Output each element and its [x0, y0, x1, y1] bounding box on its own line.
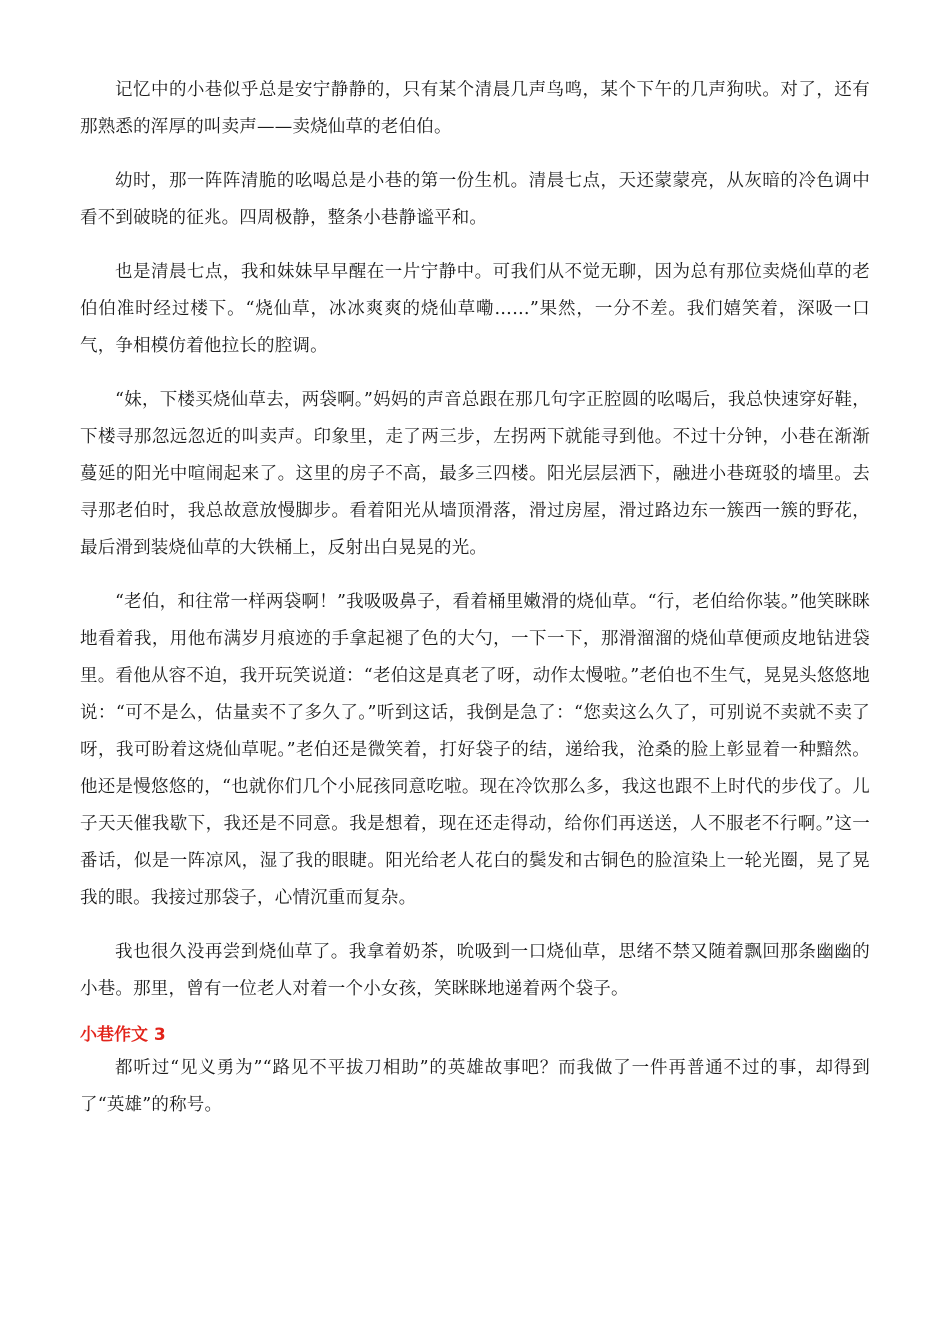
paragraph-1: 记忆中的小巷似乎总是安宁静静的，只有某个清晨几声鸟鸣，某个下午的几声狗吠。对了，还有那熟悉的浑厚的叫卖声——卖烧仙草的老伯伯。	[80, 80, 870, 137]
paragraph-6: 我也很久没再尝到烧仙草了。我拿着奶茶，吮吸到一口烧仙草，思绪不禁又随着飘回那条幽幽的小巷。那里，曾有一位老人对着一个小女孩，笑眯眯地递着两个袋子。	[80, 942, 870, 999]
paragraph-2: 幼时，那一阵阵清脆的吆喝总是小巷的第一份生机。清晨七点，天还蒙蒙亮，从灰暗的冷色调中看不到破晓的征兆。四周极静，整条小巷静谧平和。	[80, 171, 870, 228]
paragraph-3: 也是清晨七点，我和妹妹早早醒在一片宁静中。可我们从不觉无聊，因为总有那位卖烧仙草的老伯伯准时经过楼下。“烧仙草，冰冰爽爽的烧仙草嘞……”果然，一分不差。我们嬉笑着，深吸一口气，争相模仿着他拉长的腔调。	[80, 262, 870, 356]
paragraph-4: “妹，下楼买烧仙草去，两袋啊。”妈妈的声音总跟在那几句字正腔圆的吆喝后，我总快速穿好鞋，下楼寻那忽远忽近的叫卖声。印象里，走了两三步，左拐两下就能寻到他。不过十分钟，小巷在渐渐蔓延的阳光中喧闹起来了。这里的房子不高，最多三四楼。阳光层层洒下，融进小巷斑驳的墙里。去寻那老伯时，我总故意放慢脚步。看着阳光从墙顶滑落，滑过房屋，滑过路边东一簇西一簇的野花，最后滑到装烧仙草的大铁桶上，反射出白晃晃的光。	[80, 390, 870, 558]
section-heading: 小巷作文 3	[80, 1025, 166, 1045]
document-body	[80, 72, 870, 1124]
paragraph-5: “老伯，和往常一样两袋啊！”我吸吸鼻子，看着桶里嫩滑的烧仙草。“行，老伯给你装。”他笑眯眯地看着我，用他布满岁月痕迹的手拿起褪了色的大勺，一下一下，那滑溜溜的烧仙草便顽皮地钻进袋里。看他从容不迫，我开玩笑说道：“老伯这是真老了呀，动作太慢啦。”老伯也不生气，晃晃头悠悠地说：“可不是么，估量卖不了多久了。”听到这话，我倒是急了：“您卖这么久了，可别说不卖就不卖了呀，我可盼着这烧仙草呢。”老伯还是微笑着，打好袋子的结，递给我，沧桑的脸上彰显着一种黯然。他还是慢悠悠的，“也就你们几个小屁孩同意吃啦。现在冷饮那么多，我这也跟不上时代的步伐了。儿子天天催我歇下，我还是不同意。我是想着，现在还走得动，给你们再送送，人不服老不行啊。”这一番话，似是一阵凉风，湿了我的眼睫。阳光给老人花白的鬓发和古铜色的脸渲染上一轮光圈，晃了晃我的眼。我接过那袋子，心情沉重而复杂。	[80, 592, 870, 908]
section-paragraph: 都听过“见义勇为”“路见不平拔刀相助”的英雄故事吧？而我做了一件再普通不过的事，却得到了“英雄”的称号。	[80, 1058, 870, 1115]
